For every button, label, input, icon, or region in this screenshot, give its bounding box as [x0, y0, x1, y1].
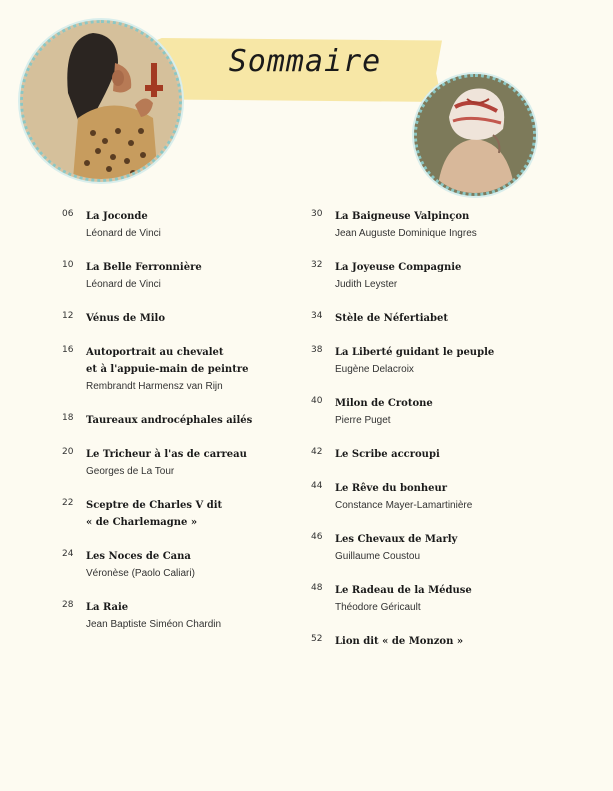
page-number: 34 [311, 311, 323, 321]
toc-entry[interactable] [311, 208, 494, 242]
artwork-title: Lion dit « de Monzon » [335, 636, 464, 647]
page-number: 06 [62, 209, 74, 219]
artist-name: Léonard de Vinci [86, 228, 161, 239]
toc-entry[interactable] [311, 310, 494, 327]
artwork-title: La Liberté guidant le peuple [335, 347, 495, 358]
artist-name: Théodore Géricault [335, 602, 421, 613]
artist-name: Guillaume Coustou [335, 551, 421, 562]
artwork-title: Les Noces de Cana [86, 551, 191, 562]
page-number: 32 [311, 260, 323, 270]
toc-entry[interactable] [62, 599, 252, 633]
toc-entry[interactable] [62, 548, 252, 582]
artwork-title: La Baigneuse Valpinçon [335, 211, 470, 222]
toc-entry[interactable] [311, 344, 494, 378]
artwork-title: La Joconde [86, 211, 148, 222]
artwork-title: Sceptre de Charles V dit [86, 500, 223, 511]
toc-entry[interactable] [62, 208, 252, 242]
page-number: 10 [62, 260, 74, 270]
artwork-title: et à l'appuie-main de peintre [86, 364, 249, 375]
artist-name: Pierre Puget [335, 415, 391, 426]
toc-entry[interactable] [311, 395, 494, 429]
artwork-title: La Raie [86, 602, 129, 613]
toc-left-column [62, 208, 252, 650]
artwork-title: Les Chevaux de Marly [335, 534, 458, 545]
artist-name: Eugène Delacroix [335, 364, 414, 375]
artwork-title: La Joyeuse Compagnie [335, 262, 462, 273]
toc-entry[interactable] [62, 412, 252, 429]
page-number: 16 [62, 345, 74, 355]
page-number: 24 [62, 549, 74, 559]
toc-entry[interactable] [62, 497, 252, 531]
page-number: 42 [311, 447, 323, 457]
page-number: 46 [311, 532, 323, 542]
toc-entry[interactable] [311, 446, 494, 463]
page-number: 20 [62, 447, 74, 457]
page-number: 18 [62, 413, 74, 423]
artwork-title: Le Tricheur à l'as de carreau [86, 449, 247, 460]
toc-right-column [311, 208, 494, 667]
artwork-title: Le Rêve du bonheur [335, 483, 448, 494]
toc-entry[interactable] [311, 582, 494, 616]
artwork-title: Vénus de Milo [86, 313, 166, 324]
toc-entry[interactable] [62, 259, 252, 293]
artist-name: Constance Mayer-Lamartinière [335, 500, 473, 511]
toc-entry[interactable] [311, 259, 494, 293]
toc-entry[interactable] [311, 531, 494, 565]
toc-entry[interactable] [62, 310, 252, 327]
artwork-title: Taureaux androcéphales ailés [86, 415, 253, 426]
page-number: 12 [62, 311, 74, 321]
artist-name: Léonard de Vinci [86, 279, 161, 290]
page-number: 22 [62, 498, 74, 508]
artist-name: Judith Leyster [335, 279, 398, 290]
page-number: 30 [311, 209, 323, 219]
artwork-title: Milon de Crotone [335, 398, 433, 409]
artist-name: Jean Auguste Dominique Ingres [335, 228, 477, 239]
page-number: 44 [311, 481, 323, 491]
artwork-title: La Belle Ferronnière [86, 262, 202, 273]
page-number: 28 [62, 600, 74, 610]
page-number: 48 [311, 583, 323, 593]
artist-name: Georges de La Tour [86, 466, 175, 477]
artwork-title: « de Charlemagne » [86, 517, 198, 528]
artist-name: Jean Baptiste Siméon Chardin [86, 619, 222, 630]
egyptian-relief-image [20, 20, 182, 182]
toc-entry[interactable] [62, 446, 252, 480]
page-number: 40 [311, 396, 323, 406]
page-number: 52 [311, 634, 323, 644]
artwork-title: Autoportrait au chevalet [86, 347, 224, 358]
toc-entry[interactable] [62, 344, 252, 395]
page-title: Sommaire [228, 44, 382, 79]
toc-entry[interactable] [311, 480, 494, 514]
artwork-title: Le Radeau de la Méduse [335, 585, 472, 596]
artwork-title: Stèle de Néfertiabet [335, 313, 448, 324]
page-number: 38 [311, 345, 323, 355]
bather-image [414, 74, 536, 196]
artist-name: Véronèse (Paolo Caliari) [86, 568, 195, 579]
toc-entry[interactable] [311, 633, 494, 650]
artwork-title: Le Scribe accroupi [335, 449, 440, 460]
artist-name: Rembrandt Harmensz van Rijn [86, 381, 223, 392]
